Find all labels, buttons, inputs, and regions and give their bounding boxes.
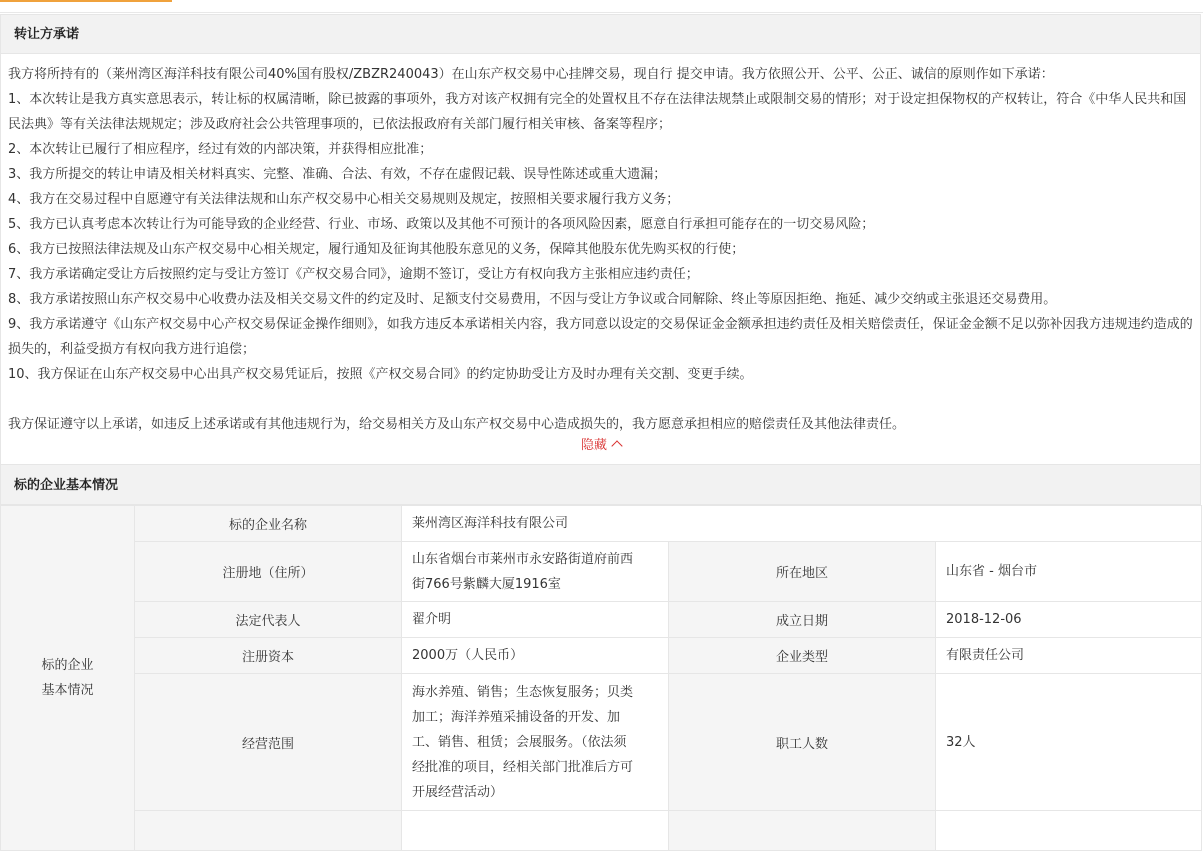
blank-cell <box>402 811 669 851</box>
blank-cell <box>135 811 402 851</box>
commitment-item-5: 5、我方已认真考虑本次转让行为可能导致的企业经营、行业、市场、政策以及其他不可预计的各项风险因素，愿意自行承担可能存在的一切交易风险； <box>8 217 875 232</box>
scope-line: 工、销售、租赁；会展服务。（依法须 <box>412 734 627 750</box>
active-tab-indicator <box>0 0 172 2</box>
table-row <box>1 602 1202 638</box>
blank-cell <box>936 811 1202 851</box>
reg-address-label: 注册地（住所） <box>135 542 402 602</box>
commitment-item-10: 10、我方保证在山东产权交易中心出具产权交易凭证后，按照《产权交易合同》的约定协助受让方及时办理有关交割、变更手续。 <box>8 367 753 382</box>
blank-cell <box>669 811 936 851</box>
legal-rep-value: 翟介明 <box>402 602 669 638</box>
established-label: 成立日期 <box>669 602 936 638</box>
established-value: 2018-12-06 <box>936 602 1202 638</box>
region-label: 所在地区 <box>669 542 936 602</box>
commitment-item-8: 8、我方承诺按照山东产权交易中心收费办法及相关交易文件的约定及时、足额支付交易费用，不因与受让方争议或合同解除、终止等原因拒绝、拖延、减少交纳或主张退还交易费用。 <box>8 292 1057 307</box>
region-value: 山东省 - 烟台市 <box>936 542 1202 602</box>
company-name-label: 标的企业名称 <box>135 506 402 542</box>
hide-toggle-button[interactable] <box>581 437 621 455</box>
commitment-item-7: 7、我方承诺确定受让方后按照约定与受让方签订《产权交易合同》，逾期不签订，受让方有权向我方主张相应违约责任； <box>8 267 699 282</box>
table-row <box>1 638 1202 674</box>
paragraph-gap <box>8 387 1196 412</box>
table-row <box>1 542 1202 602</box>
company-section-header <box>0 464 1201 505</box>
commitment-item-1: 1、本次转让是我方真实意思表示，转让标的权属清晰，除已披露的事项外，我方对该产权拥有完全的处置权且不存在法律法规禁止或限制交易的情形；对于设定担保物权的产权转让，符合《中华人民共和国民法典》等有关法律法规规定；涉及政府社会公共管理事项的，已依法报政府有关部门履行相关审核、备案等程序； <box>8 92 1187 132</box>
side-label-line: 标的企业 <box>41 658 94 673</box>
commitment-section-header <box>0 14 1201 54</box>
company-type-label: 企业类型 <box>669 638 936 674</box>
employees-label: 职工人数 <box>669 674 936 811</box>
employees-value: 32人 <box>936 674 1202 811</box>
company-section-title: 标的企业基本情况 <box>14 478 119 493</box>
chevron-up-icon <box>611 440 622 451</box>
commitment-item-4: 4、我方在交易过程中自愿遵守有关法律法规和山东产权交易中心相关交易规则及规定，按照相关要求履行我方义务； <box>8 192 680 207</box>
company-type-value: 有限责任公司 <box>936 638 1202 674</box>
company-side-label <box>1 506 135 851</box>
company-info-table <box>0 505 1202 851</box>
commitment-intro: 我方将所持有的（莱州湾区海洋科技有限公司40%国有股权/ZBZR240043）在山东产权交易中心挂牌交易，现自行 提交申请。我方依照公开、公平、公正、诚信的原则作如下承诺： <box>8 67 1054 82</box>
table-row <box>1 506 1202 542</box>
top-tab-strip <box>0 0 1203 13</box>
reg-address-line: 街766号紫麟大厦1916室 <box>412 576 561 592</box>
commitment-section-title: 转让方承诺 <box>14 27 80 42</box>
capital-label: 注册资本 <box>135 638 402 674</box>
capital-value: 2000万（人民币） <box>402 638 669 674</box>
commitment-item-3: 3、我方所提交的转让申请及相关材料真实、完整、准确、合法、有效，不存在虚假记载、误导性陈述或重大遗漏； <box>8 167 667 182</box>
scope-line: 开展经营活动） <box>412 784 504 800</box>
scope-line: 海水养殖、销售；生态恢复服务；贝类 <box>412 684 634 700</box>
commitment-body <box>0 54 1201 464</box>
commitment-closing: 我方保证遵守以上承诺，如违反上述承诺或有其他违规行为，给交易相关方及山东产权交易中心造成损失的，我方愿意承担相应的赔偿责任及其他法律责任。 <box>8 417 906 432</box>
hide-toggle-label: 隐藏 <box>581 438 608 453</box>
table-row <box>1 811 1202 851</box>
legal-rep-label: 法定代表人 <box>135 602 402 638</box>
scope-line: 经批准的项目，经相关部门批准后方可 <box>412 759 634 775</box>
reg-address-line: 山东省烟台市莱州市永安路街道府前西 <box>412 551 634 567</box>
company-name-value: 莱州湾区海洋科技有限公司 <box>402 506 1202 542</box>
scope-label: 经营范围 <box>135 674 402 811</box>
table-row <box>1 674 1202 811</box>
commitment-item-9: 9、我方承诺遵守《山东产权交易中心产权交易保证金操作细则》，如我方违反本承诺相关内容，我方同意以设定的交易保证金金额承担违约责任及相关赔偿责任，保证金金额不足以弥补因我方违规违约造成的损失的，利益受损方有权向我方进行追偿； <box>8 317 1193 357</box>
commitment-item-2: 2、本次转让已履行了相应程序，经过有效的内部决策，并获得相应批准； <box>8 142 433 157</box>
scope-line: 加工；海洋养殖采捕设备的开发、加 <box>412 709 621 725</box>
commitment-item-6: 6、我方已按照法律法规及山东产权交易中心相关规定，履行通知及征询其他股东意见的义务，保障其他股东优先购买权的行使； <box>8 242 745 257</box>
side-label-line: 基本情况 <box>41 683 94 698</box>
reg-address-value <box>402 542 669 602</box>
commitment-text <box>8 62 1196 437</box>
scope-value <box>402 674 669 811</box>
